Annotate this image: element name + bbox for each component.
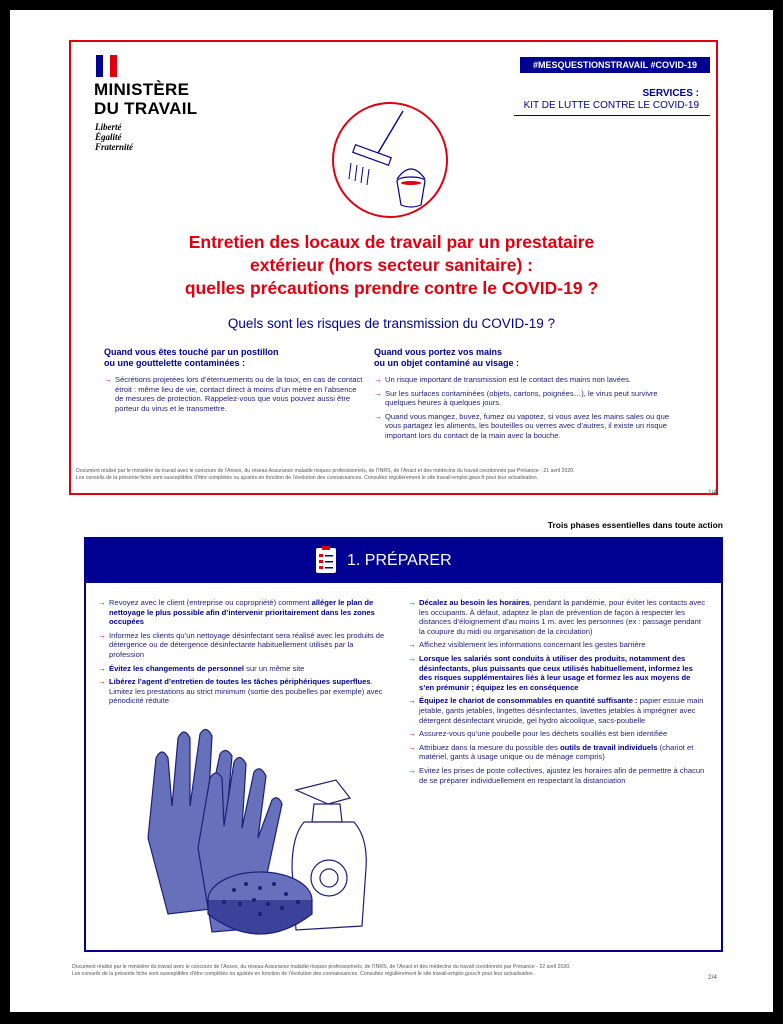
left-heading-line-1: Quand vous êtes touché par un postillon: [104, 347, 279, 357]
body-text: Affichez visiblement les informations concernant les gestes barrière: [419, 640, 646, 650]
marianne-logo-icon: [96, 55, 118, 77]
emphasis-text: Décalez au besoin les horaires: [419, 598, 530, 607]
section-title: 1. PRÉPARER: [347, 552, 452, 569]
page-title: [100, 231, 683, 300]
body-text: sur un même site: [244, 663, 305, 673]
right-heading-line-1: Quand vous portez vos mains: [374, 347, 503, 357]
ministry-line-1: MINISTÈRE: [94, 80, 190, 99]
list-item: [98, 631, 388, 660]
page-2-footnote: [72, 964, 712, 978]
right-risk-list: [374, 375, 684, 445]
motto-fraternite: Fraternité: [95, 142, 134, 152]
ministry-line-2: DU TRAVAIL: [94, 99, 198, 118]
list-item: [98, 677, 388, 706]
footnote-line-2: Les conseils de la présente fiche sont susceptibles d’être complétés ou ajustés en fonction de l’évolution des connaissances. Consultez régulièrement le site travail-emploi.gouv.fr pour leur actualisation.: [72, 971, 535, 977]
list-item: [98, 664, 388, 674]
body-text: Evitez les prises de poste collectives, ajustez les horaires afin de permettre à chacun de se préparer individuellement en respectant la distanciation: [419, 765, 705, 785]
page-subtitle: Quels sont les risques de transmission du COVID-19 ?: [227, 316, 556, 331]
body-text: Revoyez avec le client (entreprise ou copropriété) comment: [109, 598, 312, 607]
list-item: [408, 640, 706, 650]
checklist-icon: [315, 546, 337, 574]
services-divider: [514, 115, 710, 116]
emphasis-text: Évitez les changements de personnel: [109, 663, 245, 673]
left-heading-line-2: ou une gouttelette contaminées :: [104, 358, 246, 368]
emphasis-text: Lorsque les salariés sont conduits à utiliser des produits, notamment des désinfectants, plus puissants que ceux utilisés habituellement, informez les des risques supplémentaires liés à leur usage et formez les aux moyens de s’en prémunir ; équipez les en conséquence: [419, 653, 693, 692]
body-text: Assurez-vous qu’une poubelle pour les déchets souillés est bien identifiée: [419, 729, 668, 739]
body-text: Informez les clients qu’un nettoyage désinfectant sera réalisé avec les produits de détergence ou de détergence désinfectante habituellement utilisés par la profession: [109, 630, 385, 659]
prepare-left-list: [98, 598, 388, 710]
list-item: [408, 766, 706, 785]
list-item: → Sur les surfaces contaminées (objets, cartons, poignées…), le virus peut survivre quelques heures à quelques jours.: [374, 389, 684, 408]
motto-liberte: Liberté: [95, 122, 122, 132]
list-item: → Sécrétions projetées lors d’éternuements ou de la toux, en cas de contact étroit : même lieu de vie, contact direct à moins d’un mètre en l’absence de mesures de protection. Rappelez-vous que vous pouvez aussi être porteur du virus et le transmettre.: [104, 375, 366, 413]
footnote-line-1: Document réalisé par le ministère du travail avec le concours de l’Anses, du réseau Assurance maladie risques professionnels, de l’INRS, de l’Anact et des médecins du travail coordonnés par Présance - 22 avril 2020.: [72, 964, 571, 970]
body-text: Attribuez dans la mesure du possible des: [419, 742, 560, 752]
list-item: [408, 696, 706, 725]
footnote-line-2: Les conseils de la présente fiche sont susceptibles d’être complétés ou ajustés en fonction de l’évolution des connaissances. Consultez régulièrement le site travail-emploi.gouv.fr pour leur actualisation.: [76, 475, 539, 481]
hashtag-bar: #MESQUESTIONSTRAVAIL #COVID-19: [520, 57, 710, 73]
emphasis-text: alléger le plan de nettoyage le plus possible afin d’intervenir prioritairement dans les zones occupées: [109, 598, 375, 627]
services-block: [524, 88, 699, 112]
page-1: [10, 10, 773, 512]
body-text: . Limitez les prestations au strict minimum (sortie des poubelles par exemple) avec périodicité réduite: [109, 677, 383, 706]
cleaning-broom-bucket-icon: [331, 101, 449, 219]
body-text: papier essuie main jetable, gants jetables, lingettes désinfectantes, lavettes jetables à imprégner avec détergent désinfectant virucide, gel hydro alcoolique, sacs-poubelle: [419, 696, 704, 725]
title-line-2: extérieur (hors secteur sanitaire) :: [249, 255, 534, 275]
list-item: → Quand vous mangez, buvez, fumez ou vapotez, si vous avez les mains sales ou que vous partagez les aliments, les bouteilles ou verres avec d’autres, il existe un risque important lors du contact de la main avec la bouche.: [374, 412, 684, 441]
list-item: [408, 743, 706, 762]
republic-motto: [95, 122, 133, 152]
body-text: (chariot et matériel, gants à usage unique ou de ménage compris): [419, 742, 694, 762]
services-subtitle: KIT DE LUTTE CONTRE LE COVID-19: [523, 100, 699, 111]
prepare-right-list: [408, 598, 706, 789]
page-2: [10, 512, 773, 1012]
title-line-3: quelles précautions prendre contre le COVID-19 ?: [184, 278, 599, 298]
services-title: SERVICES :: [642, 88, 699, 99]
motto-egalite: Égalité: [95, 132, 122, 142]
right-column-heading: [374, 347, 519, 369]
emphasis-text: Libérez l’agent d’entretien de toutes les tâches périphériques superflues: [109, 677, 371, 687]
left-risk-list: [104, 375, 366, 417]
footnote-line-1: Document réalisé par le ministère du travail avec le concours de l’Anses, du réseau Assurance maladie risques professionnels, de l’INRS, de l’Anact et des médecins du travail coordonnés par Présance - 21 avril 2020.: [76, 468, 575, 474]
page-1-footnote: [76, 468, 712, 482]
left-column-heading: [104, 347, 279, 369]
gloves-sponge-spray-illustration: [128, 718, 388, 943]
list-item: → Un risque important de transmission est le contact des mains non lavées.: [374, 375, 684, 385]
page-number: 1/4: [708, 489, 718, 496]
list-item: [408, 729, 706, 739]
emphasis-text: outils de travail individuels: [560, 742, 658, 752]
list-item: [408, 654, 706, 692]
page-number: 2/4: [708, 974, 718, 981]
right-heading-line-2: ou un objet contaminé au visage :: [374, 358, 520, 368]
ministry-name: [94, 80, 197, 118]
emphasis-text: Équipez le chariot de consommables en quantité suffisante :: [419, 696, 638, 706]
list-item: [98, 598, 388, 627]
list-item: [408, 598, 706, 636]
phases-heading: Trois phases essentielles dans toute action: [547, 520, 723, 530]
title-line-1: Entretien des locaux de travail par un prestataire: [188, 232, 595, 252]
body-text: , pendant la pandémie, pour éviter les contacts avec les occupants. À défaut, adaptez le plan de prévention de façon à respecter les distances d’éloignement d’au moins 1 m. avec les personnes (ex : passage pendant la coupure du midi ou organisation de la circulation): [419, 598, 706, 636]
